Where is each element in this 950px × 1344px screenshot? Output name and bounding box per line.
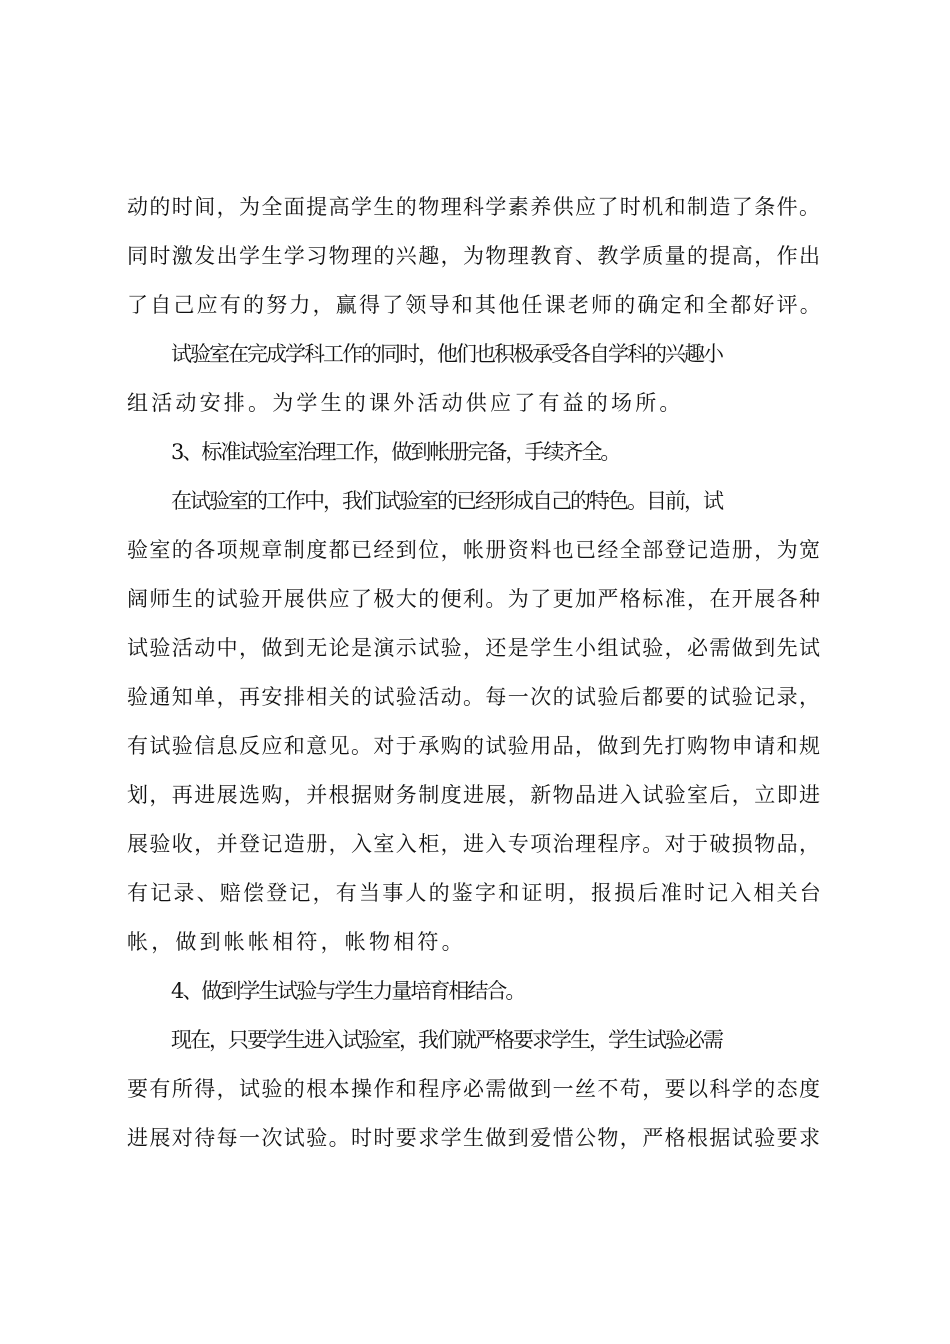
body-text-line: 了自己应有的努力，赢得了领导和其他任课老师的确定和全都好评。 <box>127 293 823 317</box>
body-text-line: 展验收，并登记造册，入室入柜，进入专项治理程序。对于破损物品， <box>127 832 822 856</box>
body-text-line: 试验活动中，做到无论是演示试验，还是学生小组试验，必需做到先试 <box>127 636 822 660</box>
body-text-line: 验室的各项规章制度都已经到位，帐册资料也已经全部登记造册，为宽 <box>127 538 822 562</box>
body-text-line: 同时激发出学生学习物理的兴趣，为物理教育、教学质量的提高，作出 <box>127 244 822 268</box>
body-text-line: 验通知单，再安排相关的试验活动。每一次的试验后都要的试验记录， <box>127 685 822 709</box>
body-text-line: 有试验信息反应和意见。对于承购的试验用品，做到先打购物申请和规 <box>127 734 822 758</box>
body-text-line: 阔师生的试验开展供应了极大的便利。为了更加严格标准，在开展各种 <box>127 587 822 611</box>
body-text-line: 动的时间，为全面提高学生的物理科学素养供应了时机和制造了条件。 <box>127 195 822 219</box>
body-text-line: 试验室在完成学科工作的同时，他们也积极承受各自学科的兴趣小 <box>171 342 722 366</box>
body-text-line: 进展对待每一次试验。时时要求学生做到爱惜公物，严格根据试验要求 <box>127 1126 822 1150</box>
body-text-line: 现在，只要学生进入试验室，我们就严格要求学生，学生试验必需 <box>171 1028 722 1052</box>
section-heading: 3、标准试验室治理工作，做到帐册完备，手续齐全。 <box>171 440 620 464</box>
body-text-line: 帐，做到帐帐相符，帐物相符。 <box>127 930 466 954</box>
body-text-line: 要有所得，试验的根本操作和程序必需做到一丝不苟，要以科学的态度 <box>127 1077 822 1101</box>
body-text-line: 划，再进展选购，并根据财务制度进展，新物品进入试验室后，立即进 <box>127 783 822 807</box>
section-heading: 4、做到学生试验与学生力量培育相结合。 <box>171 979 525 1003</box>
body-text-line: 组活动安排。为学生的课外活动供应了有益的场所。 <box>127 391 684 415</box>
body-text-line: 在试验室的工作中，我们试验室的已经形成自己的特色。目前，试 <box>171 489 722 513</box>
body-text-line: 有记录、赔偿登记，有当事人的鉴字和证明，报损后准时记入相关台 <box>127 881 823 905</box>
